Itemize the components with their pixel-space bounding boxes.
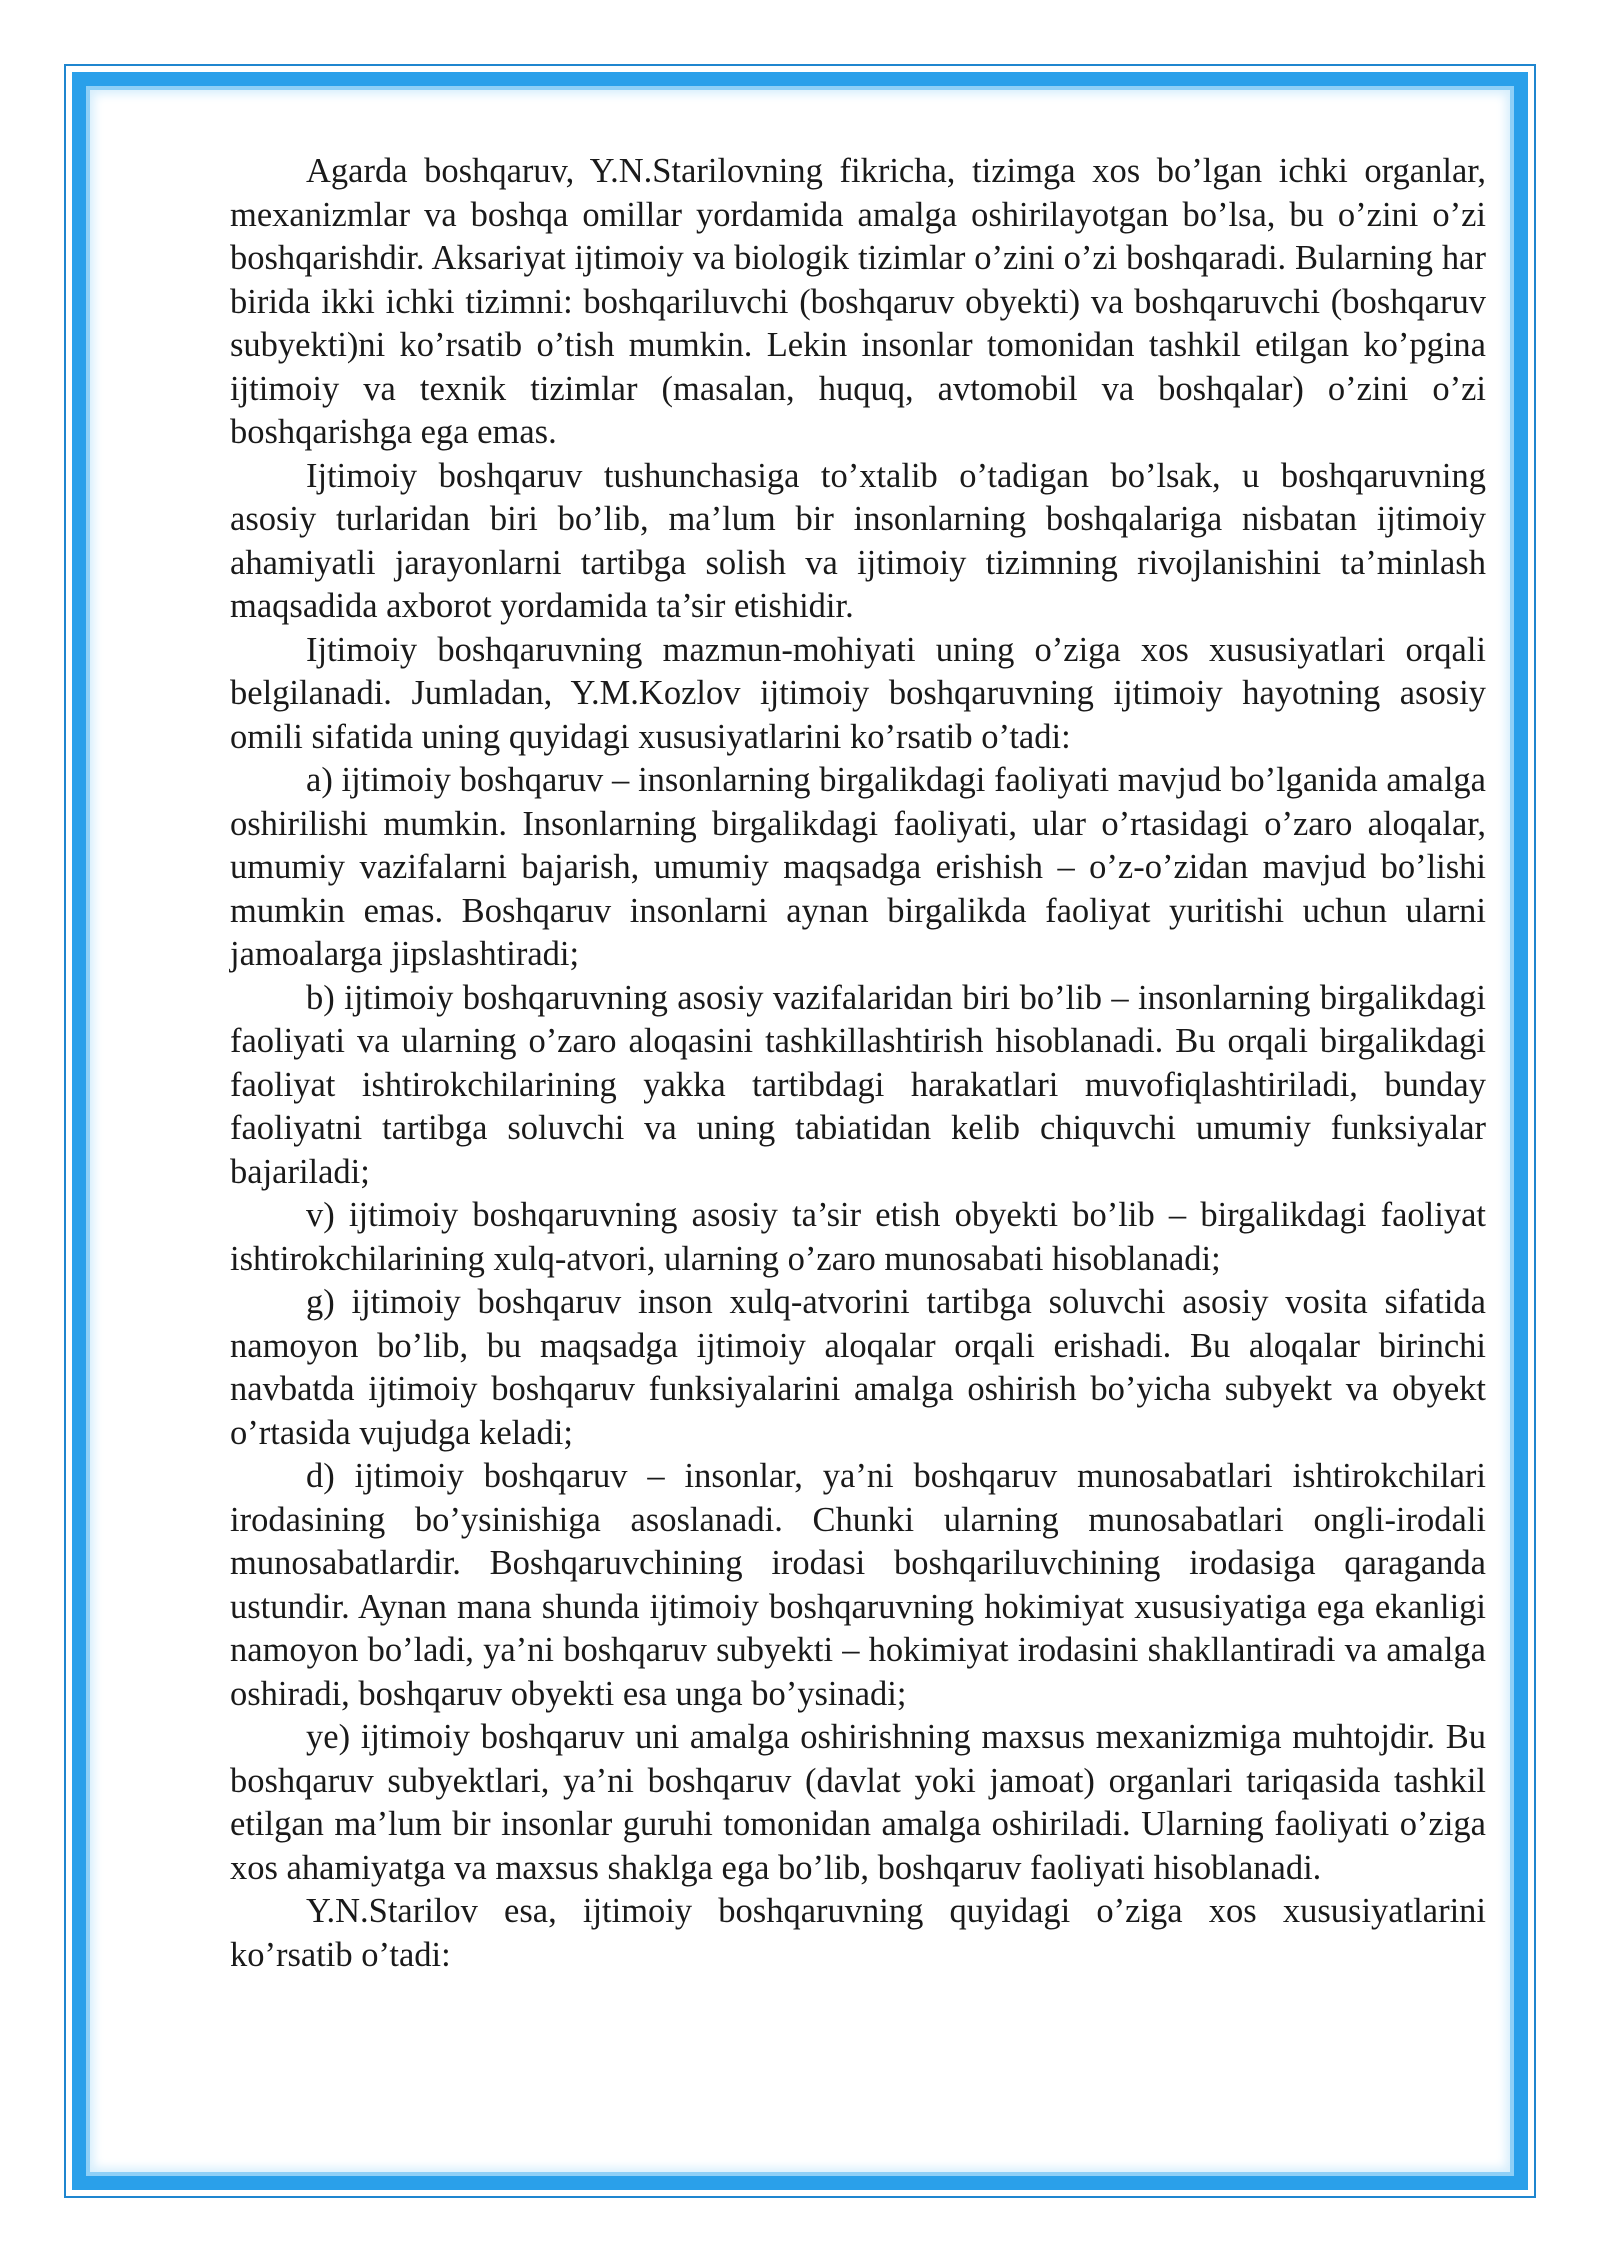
paragraph: Y.N.Starilov esa, ijtimoiy boshqaruvning quyidagi o’ziga xos xususiyatlarini ko’rsatib o’tadi: [230, 1892, 1486, 1974]
list-item-d: d) ijtimoiy boshqaruv – insonlar, ya’ni boshqaruv munosabatlari ishtirokchilari irodasining bo’ysinishiga asoslanadi. Chunki ularning munosabatlari ongli-irodali munosabatlardir. Boshqaruvchining irodasi boshqariluvchining irodasiga qaraganda ustundir. Aynan mana shunda ijtimoiy boshqaruvning hokimiyat xususiyatiga ega ekanligi namoyon bo’ladi, ya’ni boshqaruv subyekti – hokimiyat irodasini shakllantiradi va amalga oshiradi, boshqaruv obyekti esa unga bo’ysinadi; [230, 1457, 1486, 1713]
paragraph: Ijtimoiy boshqaruvning mazmun-mohiyati uning o’ziga xos xususiyatlari orqali belgilanadi. Jumladan, Y.M.Kozlov ijtimoiy boshqaruvning ijtimoiy hayotning asosiy omili sifatida uning quyidagi xususiyatlarini ko’rsatib o’tadi: [230, 630, 1486, 756]
paragraph: Agarda boshqaruv, Y.N.Starilovning fikricha, tizimga xos bo’lgan ichki organlar, mexanizmlar va boshqa omillar yordamida amalga oshirilayotgan bo’lsa, bu o’zini o’zi boshqarishdir. Aksariyat ijtimoiy va biologik tizimlar o’zini o’zi boshqaradi. Bularning har birida ikki ichki tizimni: boshqariluvchi (boshqaruv obyekti) va boshqaruvchi (boshqaruv subyekti)ni ko’rsatib o’tish mumkin. Lekin insonlar tomonidan tashkil etilgan ko’pgina ijtimoiy va texnik tizimlar (masalan, huquq, avtomobil va boshqalar) o’zini o’zi boshqarishga ega emas. [230, 152, 1486, 451]
list-item-g: g) ijtimoiy boshqaruv inson xulq-atvorini tartibga soluvchi asosiy vosita sifatida namoyon bo’lib, bu maqsadga ijtimoiy aloqalar orqali erishadi. Bu aloqalar birinchi navbatda ijtimoiy boshqaruv funksiyalarini amalga oshirish bo’yicha subyekt va obyekt o’rtasida vujudga keladi; [230, 1283, 1486, 1452]
paragraph: Ijtimoiy boshqaruv tushunchasiga to’xtalib o’tadigan bo’lsak, u boshqaruvning asosiy turlaridan biri bo’lib, ma’lum bir insonlarning boshqalariga nisbatan ijtimoiy ahamiyatli jarayonlarni tartibga solish va ijtimoiy tizimning rivojlanishini ta’minlash maqsadida axborot yordamida ta’sir etishidir. [230, 456, 1486, 625]
document-body [230, 150, 1486, 1977]
list-item-b: b) ijtimoiy boshqaruvning asosiy vazifalaridan biri bo’lib – insonlarning birgalikdagi faoliyati va ularning o’zaro aloqasini tashkillashtirish hisoblanadi. Bu orqali birgalikdagi faoliyat ishtirokchilarining yakka tartibdagi harakatlari muvofiqlashtiriladi, bunday faoliyatni tartibga soluvchi va uning tabiatidan kelib chiquvchi umumiy funksiyalar bajariladi; [230, 978, 1486, 1191]
list-item-a: a) ijtimoiy boshqaruv – insonlarning birgalikdagi faoliyati mavjud bo’lganida amalga oshirilishi mumkin. Insonlarning birgalikdagi faoliyati, ular o’rtasidagi o’zaro aloqalar, umumiy vazifalarni bajarish, umumiy maqsadga erishish – o’z-o’zidan mavjud bo’lishi mumkin emas. Boshqaruv insonlarni aynan birgalikda faoliyat yuritishi uchun ularni jamoalarga jipslashtiradi; [230, 761, 1486, 973]
list-item-v: v) ijtimoiy boshqaruvning asosiy ta’sir etish obyekti bo’lib – birgalikdagi faoliyat ishtirokchilarining xulq-atvori, ularning o’zaro munosabati hisoblanadi; [230, 1196, 1486, 1278]
list-item-ye: ye) ijtimoiy boshqaruv uni amalga oshirishning maxsus mexanizmiga muhtojdir. Bu boshqaruv subyektlari, ya’ni boshqaruv (davlat yoki jamoat) organlari tariqasida tashkil etilgan ma’lum bir insonlar guruhi tomonidan amalga oshiriladi. Ularning faoliyati o’ziga xos ahamiyatga va maxsus shaklga ega bo’lib, boshqaruv faoliyati hisoblanadi. [230, 1718, 1486, 1887]
